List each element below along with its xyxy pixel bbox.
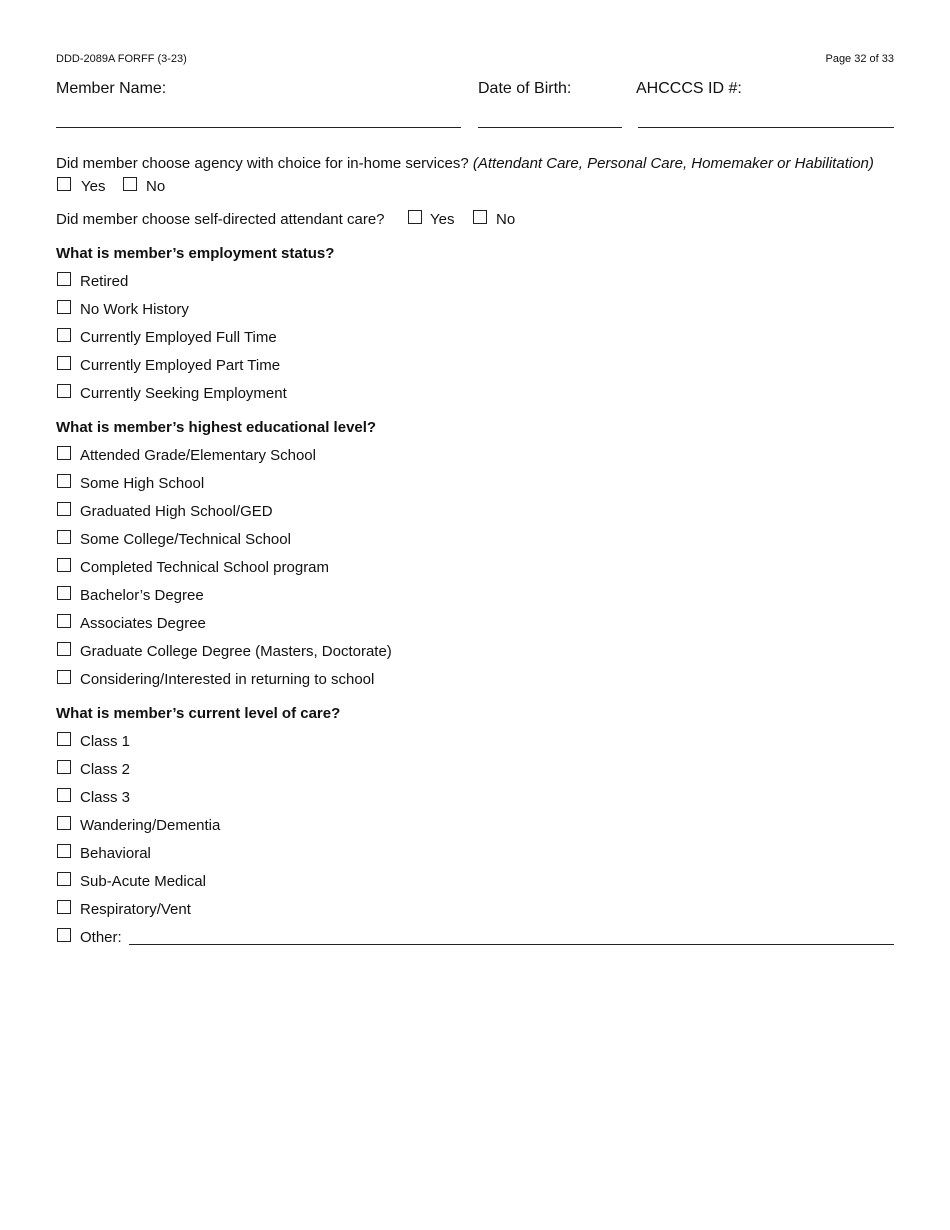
education-option-label: Completed Technical School program [80, 559, 330, 576]
employment-option-label: Currently Employed Part Time [80, 357, 281, 374]
education-option[interactable] [56, 670, 656, 690]
agency-question-note: (Attendant Care, Personal Care, Homemaker or Habilitation) [472, 155, 874, 172]
care-level-other-field[interactable] [129, 944, 894, 945]
self-directed-yes-checkbox[interactable] [408, 210, 422, 224]
employment-option-label: Currently Seeking Employment [80, 385, 287, 402]
care-level-other-checkbox[interactable] [57, 928, 71, 942]
employment-option-label: No Work History [80, 301, 189, 318]
self-directed-yes-label: Yes [430, 211, 455, 228]
agency-question [56, 155, 874, 172]
education-option[interactable] [56, 586, 656, 606]
education-option-label: Associates Degree [80, 615, 206, 632]
education-option[interactable] [56, 558, 656, 578]
ahcccs-id-field[interactable] [638, 127, 894, 128]
employment-option[interactable] [56, 272, 656, 292]
employment-heading: What is member’s employment status? [56, 245, 335, 262]
agency-no-label: No [146, 178, 166, 195]
education-option-label: Some High School [80, 475, 205, 492]
care-level-option[interactable] [56, 844, 656, 864]
education-checkbox[interactable] [57, 586, 71, 600]
employment-checkbox[interactable] [57, 272, 71, 286]
education-checkbox[interactable] [57, 614, 71, 628]
employment-option-label: Retired [80, 273, 129, 290]
care-level-checkbox[interactable] [57, 760, 71, 774]
care-level-checkbox[interactable] [57, 900, 71, 914]
care-level-option[interactable] [56, 872, 656, 892]
care-level-option-label: Behavioral [80, 845, 151, 862]
care-level-checkbox[interactable] [57, 816, 71, 830]
page-number: Page 32 of 33 [825, 53, 894, 65]
education-option-label: Attended Grade/Elementary School [80, 447, 316, 464]
care-level-option[interactable] [56, 816, 656, 836]
ahcccs-id-label: AHCCCS ID #: [636, 80, 742, 97]
education-checkbox[interactable] [57, 474, 71, 488]
care-level-checkbox[interactable] [57, 844, 71, 858]
member-name-label: Member Name: [56, 80, 167, 97]
employment-option-label: Currently Employed Full Time [80, 329, 277, 346]
education-heading: What is member’s highest educational level? [56, 419, 377, 436]
education-option-label: Considering/Interested in returning to school [80, 671, 375, 688]
education-option-label: Graduate College Degree (Masters, Doctorate) [80, 643, 392, 660]
employment-option[interactable] [56, 356, 656, 376]
employment-option[interactable] [56, 384, 656, 404]
care-level-heading: What is member’s current level of care? [56, 705, 341, 722]
care-level-option-label: Class 2 [80, 761, 131, 778]
education-checkbox[interactable] [57, 530, 71, 544]
care-level-option-label: Class 3 [80, 789, 131, 806]
care-level-other-label: Other: [80, 929, 122, 946]
care-level-other-option[interactable] [56, 928, 656, 948]
date-of-birth-label: Date of Birth: [478, 80, 572, 97]
care-level-option[interactable] [56, 900, 656, 920]
education-option[interactable] [56, 642, 656, 662]
care-level-option-label: Class 1 [80, 733, 131, 750]
care-level-option-label: Respiratory/Vent [80, 901, 191, 918]
care-level-option-label: Sub-Acute Medical [80, 873, 206, 890]
self-directed-no-label: No [496, 211, 516, 228]
employment-checkbox[interactable] [57, 384, 71, 398]
education-option[interactable] [56, 614, 656, 634]
employment-checkbox[interactable] [57, 356, 71, 370]
education-checkbox[interactable] [57, 642, 71, 656]
care-level-option[interactable] [56, 732, 656, 752]
education-checkbox[interactable] [57, 502, 71, 516]
education-option[interactable] [56, 474, 656, 494]
education-option[interactable] [56, 446, 656, 466]
employment-option[interactable] [56, 328, 656, 348]
agency-yes-label: Yes [81, 178, 106, 195]
education-checkbox[interactable] [57, 558, 71, 572]
member-name-field[interactable] [56, 127, 461, 128]
education-checkbox[interactable] [57, 446, 71, 460]
education-option-label: Graduated High School/GED [80, 503, 273, 520]
self-directed-question: Did member choose self-directed attendant care? [56, 211, 385, 228]
employment-option[interactable] [56, 300, 656, 320]
education-checkbox[interactable] [57, 670, 71, 684]
education-option-label: Some College/Technical School [80, 531, 291, 548]
care-level-checkbox[interactable] [57, 732, 71, 746]
agency-yes-checkbox[interactable] [57, 177, 71, 191]
care-level-checkbox[interactable] [57, 872, 71, 886]
care-level-option[interactable] [56, 788, 656, 808]
care-level-option-label: Wandering/Dementia [80, 817, 221, 834]
self-directed-no-checkbox[interactable] [473, 210, 487, 224]
form-code: DDD-2089A FORFF (3-23) [56, 53, 187, 65]
agency-question-text: Did member choose agency with choice for in-home services? [56, 155, 469, 172]
care-level-checkbox[interactable] [57, 788, 71, 802]
education-option[interactable] [56, 502, 656, 522]
care-level-option[interactable] [56, 760, 656, 780]
agency-no-checkbox[interactable] [123, 177, 137, 191]
employment-checkbox[interactable] [57, 300, 71, 314]
education-option[interactable] [56, 530, 656, 550]
employment-checkbox[interactable] [57, 328, 71, 342]
date-of-birth-field[interactable] [478, 127, 622, 128]
education-option-label: Bachelor’s Degree [80, 587, 204, 604]
